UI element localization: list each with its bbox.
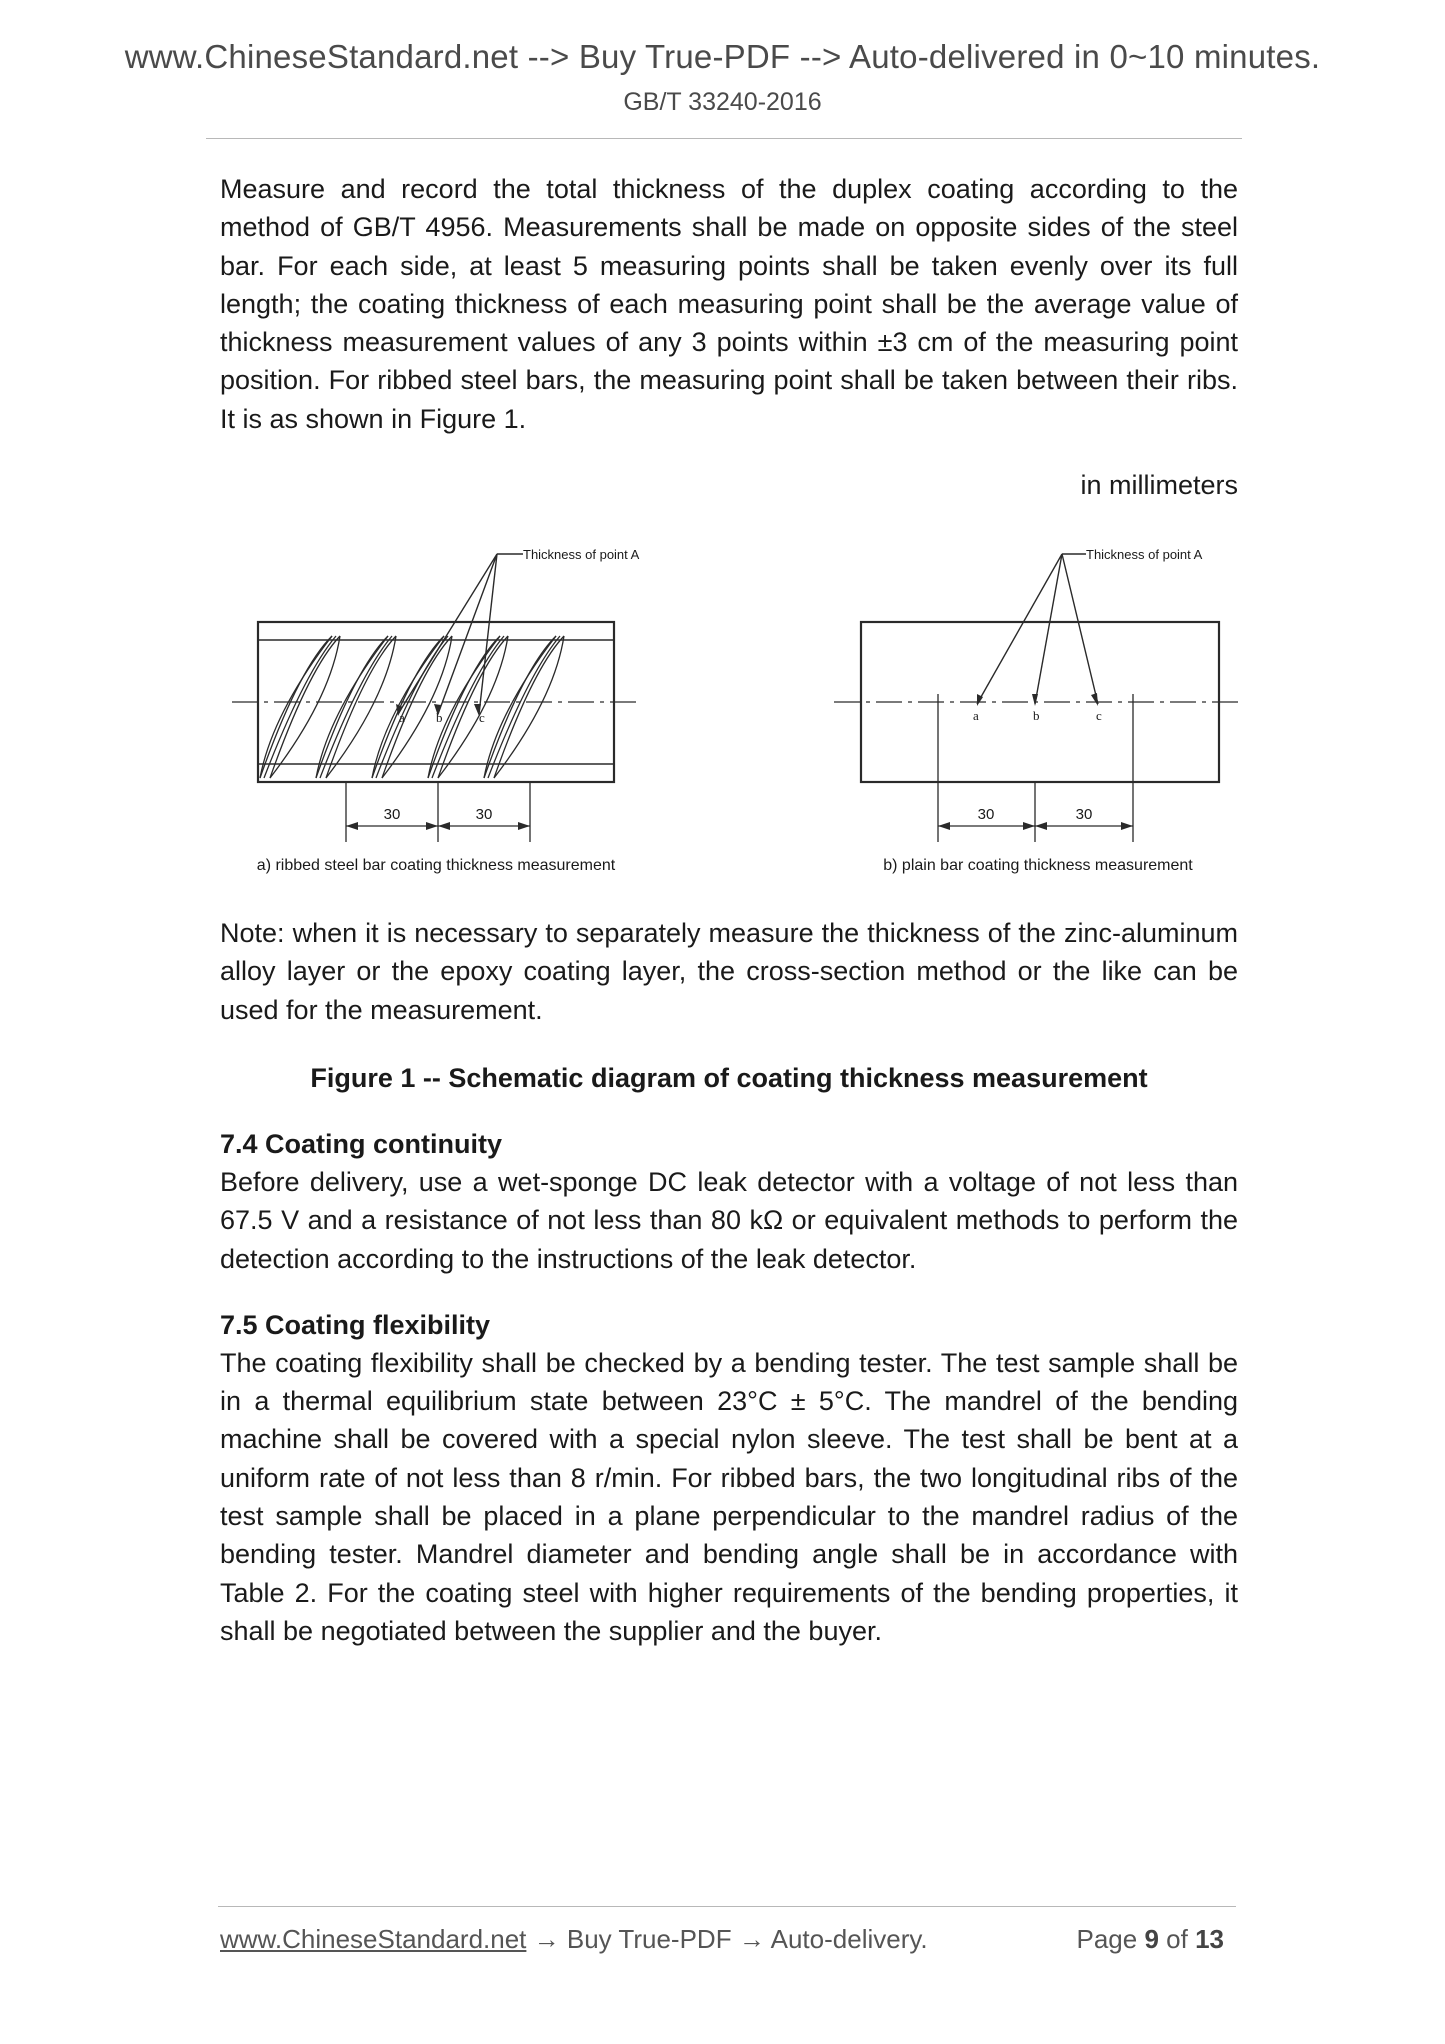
plain-callout-arrowheads [977,693,1098,706]
page-of-label: of [1166,1924,1188,1954]
figure-caption: Figure 1 -- Schematic diagram of coating thickness measurement [310,1062,1148,1093]
ribbed-point-b: b [436,710,443,726]
page-label: Page [1076,1924,1138,1954]
plain-callout-leaders [977,554,1098,704]
rib-5 [484,636,564,778]
plain-point-a: a [973,708,979,724]
ribbed-caption: a) ribbed steel bar coating thickness measurement [256,857,616,875]
header-banner[interactable]: www.ChineseStandard.net --> Buy True-PDF --> Auto-delivered in 0~10 minutes. [124,38,1321,75]
measurement-paragraph: Measure and record the total thickness of the duplex coating according to the method of GB/T 4956. Measurements shall be made on opposite sides of the steel bar. For each side, at least 5 measuring points shall be taken evenly over its full length; the coating thickness of each measuring point shall be the average value of thickness measurement values of any 3 points within ±3 cm of the measuring point position. For ribbed steel bars, the measuring point shall be taken between their ribs. It is as shown in Figure 1. [220,174,1238,434]
ribbed-bar-diagram [232,554,642,842]
figure-1 [220,524,1238,914]
page-total: 13 [1195,1924,1224,1954]
page-content [220,170,1238,1650]
plain-point-b: b [1033,708,1040,724]
plain-caption: b) plain bar coating thickness measurement [883,857,1193,875]
ribbed-callout-leaders [398,554,523,714]
header-divider [206,138,1242,139]
section-7-4-body: Before delivery, use a wet-sponge DC leak detector with a voltage of not less than 67.5 V and a resistance of not less than 80 kΩ or equivalent methods to perform the detection according to the instructions of the leak detector. [220,1166,1238,1274]
footer-links [220,1924,928,1955]
ribbed-point-a: a [399,710,405,726]
footer-site-link[interactable]: www.ChineseStandard.net [220,1924,527,1954]
ribbed-dim-1: 30 [383,806,401,824]
figure-1-drawing [220,524,1238,914]
page-number [1076,1924,1224,1955]
plain-point-c: c [1096,708,1102,724]
section-7-5-heading: 7.5 Coating flexibility [220,1309,491,1340]
footer-arrow-2: → [738,1924,765,1954]
section-7-4-heading: 7.4 Coating continuity [220,1128,503,1159]
footer-divider [218,1906,1236,1907]
page-current: 9 [1144,1924,1159,1954]
footer-buy-text: Buy True-PDF [566,1924,732,1954]
plain-callout-label: Thickness of point A [1086,547,1203,563]
plain-bar-diagram [834,554,1238,842]
page-header [0,38,1445,117]
ribbed-point-c: c [479,710,485,726]
plain-dim-2: 30 [1075,806,1093,824]
plain-bar-outline [861,622,1219,782]
footer-delivery-text: Auto-delivery. [770,1924,928,1954]
ribbed-dim-2: 30 [475,806,493,824]
footer-arrow-1: → [533,1924,560,1954]
header-standard-number: GB/T 33240-2016 [623,88,822,116]
ribs [260,636,564,778]
units-note: in millimeters [1080,470,1238,501]
ribbed-callout-label: Thickness of point A [523,547,640,563]
figure-note: Note: when it is necessary to separately measure the thickness of the zinc-aluminum alloy layer or the epoxy coating layer, the cross-section method or the like can be used for the measurement. [220,918,1238,1025]
plain-dim-1: 30 [977,806,995,824]
section-7-5-body: The coating flexibility shall be checked by a bending tester. The test sample shall be in a thermal equilibrium state between 23°C ± 5°C. The mandrel of the bending machine shall be covered with a special nylon sleeve. The test shall be bent at a uniform rate of not less than 8 r/min. For ribbed bars, the two longitudinal ribs of the test sample shall be placed in a plane perpendicular to the mandrel radius of the bending tester. Mandrel diameter and bending angle shall be in accordance with Table 2. For the coating steel with higher requirements of the bending properties, it shall be negotiated between the supplier and the buyer. [220,1347,1238,1646]
